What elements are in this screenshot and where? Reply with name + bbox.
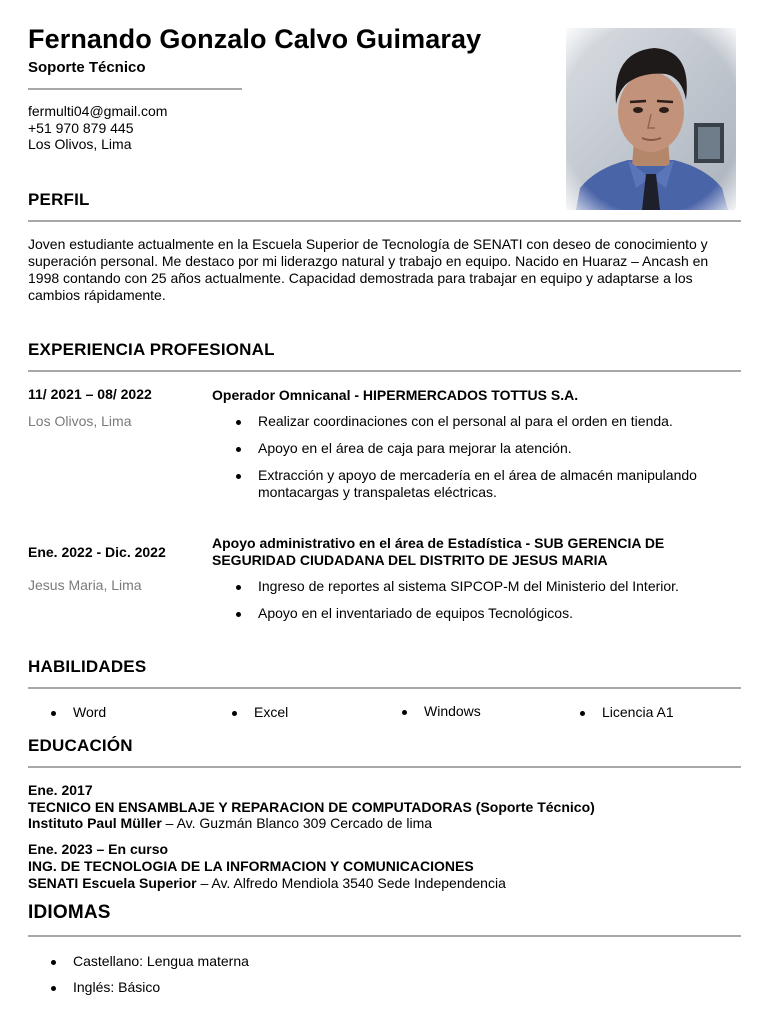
job-title: Apoyo administrativo en el área de Estadística - SUB GERENCIA DE SEGURIDAD CIUDADANA DEL DISTRITO DE JESUS MARIA: [212, 535, 665, 568]
section-heading-languages: IDIOMAS: [28, 902, 111, 923]
education-date: Ene. 2017: [28, 782, 93, 798]
language-item: Inglés: Básico: [73, 979, 161, 995]
education-institution: Instituto Paul Müller: [28, 815, 162, 831]
education-address: – Av. Alfredo Mendiola 3540 Sede Independencia: [196, 875, 506, 891]
profile-photo: [566, 28, 736, 210]
job-bullet: Apoyo en el inventariado de equipos Tecnológicos.: [258, 605, 573, 621]
job-role: Soporte Técnico: [28, 59, 146, 76]
section-heading-skills: HABILIDADES: [28, 657, 147, 676]
contact-email: fermulti04@gmail.com: [28, 103, 168, 119]
bullet-dot: [51, 986, 56, 991]
education-degree: ING. DE TECNOLOGIA DE LA INFORMACION Y COMUNICACIONES: [28, 858, 474, 874]
bullet-dot: [236, 474, 241, 479]
bullet-dot: [51, 711, 56, 716]
candidate-name: Fernando Gonzalo Calvo Guimaray: [28, 24, 482, 54]
skill-item: Licencia A1: [602, 704, 674, 720]
header-divider: [28, 88, 242, 90]
job-dates: Ene. 2022 - Dic. 2022: [28, 544, 166, 560]
education-institution-line: [28, 815, 432, 832]
job-bullet: Apoyo en el área de caja para mejorar la atención.: [258, 440, 572, 456]
education-institution-line: [28, 875, 506, 892]
bullet-dot: [236, 585, 241, 590]
education-date: Ene. 2023 – En curso: [28, 841, 169, 857]
job-location: Jesus Maria, Lima: [28, 577, 142, 593]
skill-item: Excel: [254, 704, 289, 720]
section-heading-education: EDUCACIÓN: [28, 736, 133, 755]
profile-summary: Joven estudiante actualmente en la Escuela Superior de Tecnología de SENATI con deseo de conocimiento y superación personal. Me destaco por mi liderazgo natural y trabajo en equipo. Nacido en Huaraz – Ancash en 1998 contando con 25 años actualmente. Capacidad demostrada para trabajar en equipo y adaptarse a los cambios rápidamente.: [28, 236, 709, 303]
bullet-dot: [236, 612, 241, 617]
section-divider: [28, 687, 741, 689]
section-divider: [28, 935, 741, 937]
bullet-dot: [236, 447, 241, 452]
bullet-dot: [236, 420, 241, 425]
job-bullet: Extracción y apoyo de mercadería en el área de almacén manipulando montacargas y transpaletas eléctricas.: [258, 467, 697, 500]
skill-item: Word: [73, 704, 107, 720]
section-divider: [28, 766, 741, 768]
education-address: – Av. Guzmán Blanco 309 Cercado de lima: [161, 815, 433, 831]
contact-phone: +51 970 879 445: [28, 120, 134, 136]
job-location: Los Olivos, Lima: [28, 413, 132, 429]
education-institution: SENATI Escuela Superior: [28, 875, 197, 891]
job-dates: 11/ 2021 – 08/ 2022: [28, 386, 152, 402]
job-bullet: Ingreso de reportes al sistema SIPCOP-M del Ministerio del Interior.: [258, 578, 679, 594]
bullet-dot: [580, 711, 585, 716]
skill-item: Windows: [424, 703, 481, 719]
section-divider: [28, 220, 741, 222]
bullet-dot: [232, 711, 237, 716]
section-heading-experience: EXPERIENCIA PROFESIONAL: [28, 340, 275, 359]
section-divider: [28, 370, 741, 372]
education-degree: TECNICO EN ENSAMBLAJE Y REPARACION DE COMPUTADORAS (Soporte Técnico): [28, 799, 595, 815]
language-item: Castellano: Lengua materna: [73, 953, 249, 969]
bullet-dot: [402, 710, 407, 715]
contact-location: Los Olivos, Lima: [28, 136, 132, 152]
section-heading-profile: PERFIL: [28, 190, 90, 209]
job-title: Operador Omnicanal - HIPERMERCADOS TOTTUS S.A.: [212, 387, 579, 403]
bullet-dot: [51, 960, 56, 965]
job-bullet: Realizar coordinaciones con el personal al para el orden en tienda.: [258, 413, 673, 429]
